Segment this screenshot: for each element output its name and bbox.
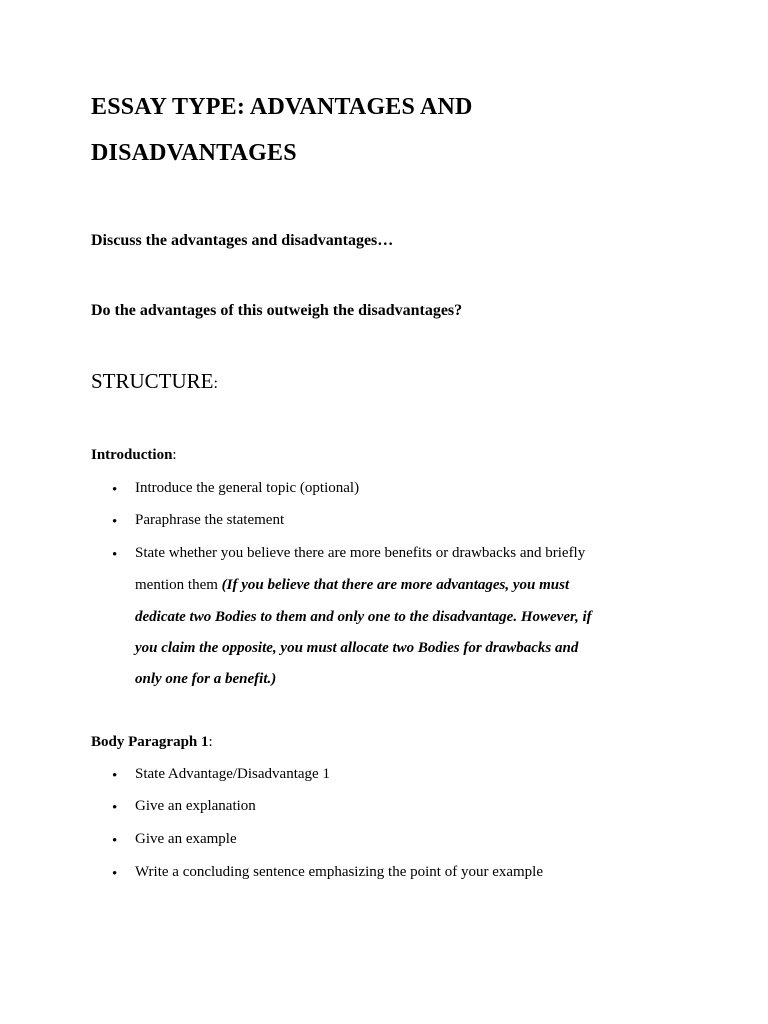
introduction-colon: : (172, 447, 177, 463)
emphasis-note: you claim the opposite, you must allocate two Bodies for drawbacks and (135, 640, 579, 656)
list-item: Write a concluding sentence emphasizing the point of your example (135, 864, 544, 880)
structure-label: STRUCTURE (91, 369, 214, 393)
essay-type-title: ESSAY TYPE: ADVANTAGES AND (91, 94, 473, 120)
emphasis-note: (If you believe that there are more advantages, you must (221, 577, 570, 593)
bullet-icon: • (112, 800, 118, 816)
introduction-heading (91, 447, 177, 464)
list-item: State Advantage/Disadvantage 1 (135, 766, 330, 782)
list-item: Give an example (135, 831, 237, 847)
list-item: Introduce the general topic (optional) (135, 480, 360, 496)
emphasis-note: only one for a benefit.) (135, 671, 277, 687)
bullet-icon: • (112, 866, 118, 882)
prompt-discuss: Discuss the advantages and disadvantages… (91, 232, 394, 249)
bullet-icon: • (112, 482, 118, 498)
introduction-label: Introduction (91, 447, 173, 463)
essay-type-title-cont: DISADVANTAGES (91, 140, 297, 166)
bullet-icon: • (112, 768, 118, 784)
body-paragraph-1-label: Body Paragraph 1 (91, 734, 209, 750)
list-item: Give an explanation (135, 798, 256, 814)
bullet-icon: • (112, 547, 118, 563)
structure-colon: : (213, 375, 218, 392)
list-item: Paraphrase the statement (135, 512, 285, 528)
emphasis-note: dedicate two Bodies to them and only one to the disadvantage. However, if (135, 609, 592, 625)
bullet-icon: • (112, 833, 118, 849)
structure-heading (91, 369, 218, 394)
body-paragraph-1-colon: : (208, 734, 213, 750)
body-paragraph-1-heading (91, 734, 213, 751)
bullet-icon: • (112, 514, 118, 530)
list-item-continuation (135, 577, 569, 594)
list-item-text: mention them (135, 577, 222, 593)
list-item: State whether you believe there are more benefits or drawbacks and briefly (135, 545, 586, 561)
prompt-outweigh: Do the advantages of this outweigh the disadvantages? (91, 302, 463, 319)
